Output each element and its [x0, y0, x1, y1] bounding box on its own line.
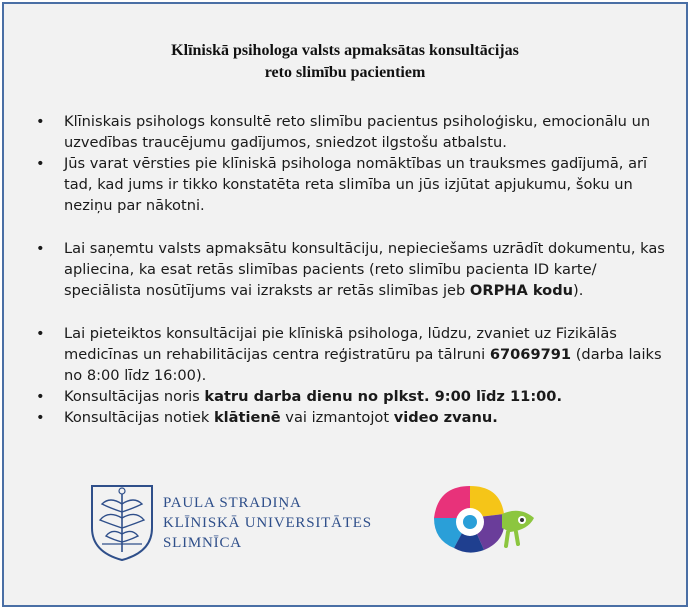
phone-number: 67069791 — [489, 346, 572, 363]
hospital-crest-icon — [88, 482, 156, 562]
list-item: • Konsultācijas notiek klātienē vai izmantojot video zvanu. — [36, 409, 498, 426]
video-call-text: video zvanu. — [393, 409, 498, 426]
bullet: • — [36, 409, 45, 426]
orpha-code-text: ORPHA kodu — [469, 282, 574, 299]
list-item: • Klīniskais psihologs konsultē reto slimību pacientus psiholoģisku, emocionālu un uzvedības traucējumu gadījumos, sniedzot ilgstošu atbalstu. — [36, 113, 651, 151]
list-item: • Lai saņemtu valsts apmaksātu konsultāciju, nepieciešams uzrādīt dokumentu, kas apliecina, ka esat retās slimības pacients (reto slimību pacienta ID karte/ speciālista nosūtījums vai izraksts ar retās slimības jeb ORPHA kodu). — [36, 240, 665, 299]
info-list — [34, 111, 674, 428]
page-title — [4, 40, 686, 84]
list-item: • Jūs varat vērsties pie klīniskā psihologa nomāktības un trauksmes gadījumā, arī tad, kad jums ir tikko konstatēta reta slimība un jūs izjūtat apjukumu, šoku un neziņu par nākotni. — [36, 155, 648, 214]
bullet: • — [36, 325, 45, 342]
list-item: • Konsultācijas noris katru darba dienu no plkst. 9:00 līdz 11:00. — [36, 388, 563, 405]
info-card — [2, 2, 688, 607]
bullet: • — [36, 113, 45, 130]
bullet: • — [36, 155, 45, 172]
hospital-logo-text: PAULA STRADIŅA KLĪNISKĀ UNIVERSITĀTES SLIMNĪCA — [163, 495, 372, 551]
bullet: • — [36, 240, 45, 257]
list-item: • Lai pieteiktos konsultācijai pie klīniskā psihologa, lūdzu, zvaniet uz Fizikālās medicīnas un rehabilitācijas centra reģistratūru pa tālruni 67069791 (darba laiks no 8:00 līdz 16:00). — [36, 325, 662, 384]
chameleon-logo-icon — [424, 478, 544, 558]
in-person-text: klātienē — [213, 409, 281, 426]
schedule-text: katru darba dienu no plkst. 9:00 līdz 11:00. — [204, 388, 563, 405]
title-line-2: reto slimību pacientiem — [264, 64, 426, 81]
title-line-1: Klīniskā psihologa valsts apmaksātas konsultācijas — [171, 42, 519, 59]
bullet: • — [36, 388, 45, 405]
